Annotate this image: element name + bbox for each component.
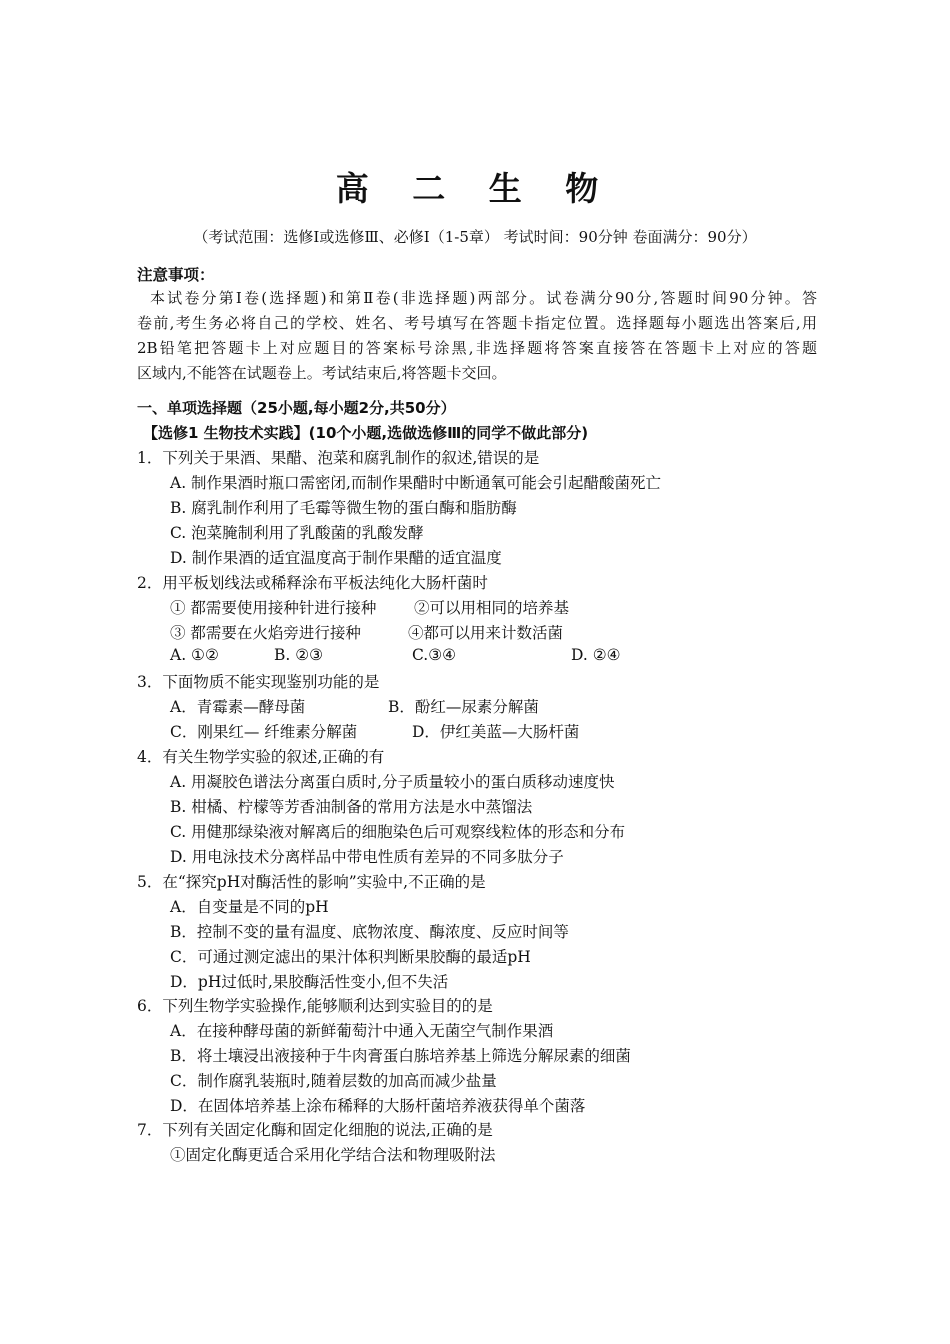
q4-stem: 4．有关生物学实验的叙述,正确的有 [137, 748, 385, 766]
notice-heading: 注意事项： [137, 266, 215, 284]
notice-line-1: 本试卷分第Ⅰ卷(选择题)和第Ⅱ卷(非选择题)两部分。试卷满分90分,答题时间90分钟。答 [150, 289, 817, 307]
q3-stem: 3．下面物质不能实现鉴别功能的是 [137, 673, 380, 691]
q2-statement-2: ②可以用相同的培养基 [414, 599, 570, 617]
q3-option-a: A．青霉素—酵母菌 [170, 698, 306, 716]
q2-option-b: B. ②③ [274, 646, 324, 664]
q5-option-a: A．自变量是不同的pH [170, 898, 329, 916]
notice-line-2: 卷前,考生务必将自己的学校、姓名、考号填写在答题卡指定位置。选择题每小题选出答案后,用 [137, 314, 817, 332]
q1-stem: 1．下列关于果酒、果醋、泡菜和腐乳制作的叙述,错误的是 [137, 449, 540, 467]
section-subheading: 【选修1 生物技术实践】(10个小题,选做选修Ⅲ的同学不做此部分) [143, 424, 589, 442]
notice-line-4: 区域内,不能答在试题卷上。考试结束后,将答题卡交回。 [137, 364, 507, 382]
notice-line-3: 2B铅笔把答题卡上对应题目的答案标号涂黑,非选择题将答案直接答在答题卡上对应的答题 [137, 339, 817, 357]
q6-option-b: B．将土壤浸出液接种于牛肉膏蛋白胨培养基上筛选分解尿素的细菌 [170, 1047, 631, 1065]
q6-option-d: D．在固体培养基上涂布稀释的大肠杆菌培养液获得单个菌落 [170, 1097, 586, 1115]
q2-option-a: A. ①② [170, 646, 219, 664]
q7-statement-1: ①固定化酶更适合采用化学结合法和物理吸附法 [170, 1146, 496, 1164]
q1-option-c: C. 泡菜腌制利用了乳酸菌的乳酸发酵 [170, 524, 424, 542]
q4-option-a: A. 用凝胶色谱法分离蛋白质时,分子质量较小的蛋白质移动速度快 [170, 773, 615, 791]
q7-stem: 7．下列有关固定化酶和固定化细胞的说法,正确的是 [137, 1121, 493, 1139]
q6-option-a: A．在接种酵母菌的新鲜葡萄汁中通入无菌空气制作果酒 [170, 1022, 554, 1040]
q6-option-c: C．制作腐乳装瓶时,随着层数的加高而减少盐量 [170, 1072, 497, 1090]
q5-option-b: B．控制不变的量有温度、底物浓度、酶浓度、反应时间等 [170, 923, 569, 941]
q3-option-b: B．酚红—尿素分解菌 [388, 698, 539, 716]
q4-option-c: C. 用健那绿染液对解离后的细胞染色后可观察线粒体的形态和分布 [170, 823, 626, 841]
exam-info: （考试范围：选修Ⅰ或选修Ⅲ、必修Ⅰ（1-5章） 考试时间：90分钟 卷面满分：90分） [193, 228, 757, 246]
q2-option-d: D. ②④ [571, 646, 621, 664]
q2-statement-1: ① 都需要使用接种针进行接种 [170, 599, 377, 617]
q5-option-c: C．可通过测定滤出的果汁体积判断果胶酶的最适pH [170, 948, 531, 966]
page-title: 高 二 生 物 [335, 169, 615, 208]
q2-stem: 2．用平板划线法或稀释涂布平板法纯化大肠杆菌时 [137, 574, 488, 592]
q6-stem: 6．下列生物学实验操作,能够顺利达到实验目的的是 [137, 997, 493, 1015]
q2-statement-3: ③ 都需要在火焰旁进行接种 [170, 624, 361, 642]
q2-option-c: C.③④ [412, 646, 457, 664]
q1-option-d: D. 制作果酒的适宜温度高于制作果醋的适宜温度 [170, 549, 502, 567]
q1-option-a: A. 制作果酒时瓶口需密闭,而制作果醋时中断通氧可能会引起醋酸菌死亡 [170, 474, 661, 492]
q5-option-d: D．pH过低时,果胶酶活性变小,但不失活 [170, 973, 449, 991]
q2-statement-4: ④都可以用来计数活菌 [408, 624, 564, 642]
section-heading: 一、单项选择题（25小题,每小题2分,共50分） [137, 399, 456, 417]
q4-option-d: D. 用电泳技术分离样品中带电性质有差异的不同多肽分子 [170, 848, 564, 866]
q3-option-c: C．刚果红— 纤维素分解菌 [170, 723, 358, 741]
q4-option-b: B. 柑橘、柠檬等芳香油制备的常用方法是水中蒸馏法 [170, 798, 533, 816]
q5-stem: 5．在“探究pH对酶活性的影响”实验中,不正确的是 [137, 873, 486, 891]
q3-option-d: D．伊红美蓝—大肠杆菌 [412, 723, 580, 741]
q1-option-b: B. 腐乳制作利用了毛霉等微生物的蛋白酶和脂肪酶 [170, 499, 517, 517]
